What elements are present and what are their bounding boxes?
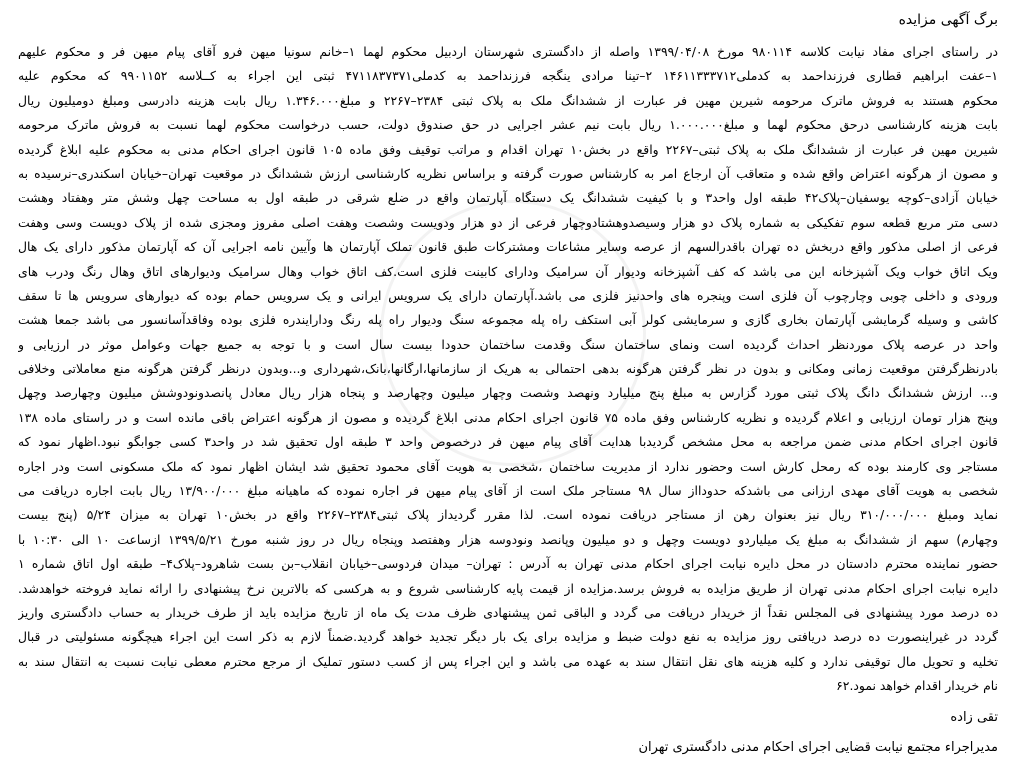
- notice-line: نماید ومبلغ ۳۱۰/۰۰۰/۰۰۰ ریال نیز بعنوان رهن از مستاجر دریافت نموده است. لذا مقرر گردیداز پلاک ثبتی۲۳۸۴–۲۲۶۷ واقع در بخش۱۰ تهران به میزان ۵/۲۴ (پنج بیست: [18, 507, 998, 523]
- notice-title: برگ آگهی مزایده: [898, 12, 998, 28]
- notice-line: شخصی به هویت آقای مهدی ارزانی می باشدکه حدودااز سال ۹۸ مستاجر ملک است از آقای پیام میهن فر اجاره نموده که ماهیانه مبلغ ۱۳/۹۰۰/۰۰۰ ریال بابت اجاره دریافت می: [18, 483, 998, 499]
- notice-line: مستاجر وی کارمند بوده که رمحل کارش است وحضور ندارد از مدیریت ساختمان ،شخصی به هویت آقای محمود تحقیق شد ایشان اظهار نمود که ملک مسکونی است ودر اجاره: [18, 458, 998, 474]
- notice-line: دایره نیابت اجرای احکام مدنی تهران از طریق مزایده به فروش برسد.مزایده از قیمت پایه کارشناسی شروع و به هرکسی که بالاترین نرخ پیشنهادی را ارائه نماید فروخته خواهدشد.: [18, 580, 998, 596]
- signer-name: تقی زاده: [950, 710, 998, 725]
- notice-line: بادرنظرگرفتن موقعیت زمانی ومکانی و بدون در نظر گرفتن هرگونه بدهی احتمالی به هریک از سازمانها،ارگانها،بانک،شهرداری و...وبدون درنظر گرفتن هرگونه منع معاملاتی وخلافی: [18, 361, 998, 377]
- notice-line: حضور نماینده محترم دادستان در محل دایره نیابت اجرای احکام مدنی تهران به آدرس : تهران– میدان فردوسی–خیابان انقلاب–بن بست شاهرود–پلاک۴– طبقه اول اتاق شماره ۱: [18, 556, 998, 572]
- notice-line: ده درصد مورد پیشنهادی فی المجلس نقداً از خریدار دریافت می گردد و الباقی ثمن پیشنهادی ظرف مدت یک ماه از تاریخ مزایده باید از طرف خریدار به حساب دادگستری واریز: [18, 604, 998, 620]
- notice-line: شیرین مهین فر عبارت از ششدانگ ملک به پلاک ثبتی–۲۲۶۷ واقع در بخش۱۰ تهران اقدام و مراتب توقیف وفق ماده ۱۰۵ قانون اجرای احکام مدنی به محکوم علیه ابلاغ گردیده: [18, 141, 998, 157]
- notice-line: بابت هزینه کارشناسی درحق محکوم لهما و مبلغ۱.۰۰۰.۰۰۰ ریال بابت نیم عشر اجرایی در حق صندوق دولت، حسب درخواست محکوم لهما نسبت به فروش ماترک مرحومه: [18, 117, 998, 133]
- notice-line: نام خریدار اقدام خواهد نمود.۶۲: [836, 678, 998, 694]
- notice-line: دسی متر مربع قطعه سوم تفکیکی به شماره پلاک دو هزار وسیصدوهشتادوچهار فرعی از دو هزار ودویست وشصت وهفت اصلی مفروز ومجزی شده از پلاک دویست وسی وهفت: [18, 214, 998, 230]
- notice-line: ۱–عفت ابراهیم قطاری فرزنداحمد به کدملی۱۴۶۱۱۳۳۳۷۱۲ ۲–تینا مرادی ینگجه فرزنداحمد به کدملی۴۷۱۱۸۳۷۳۷۱ ثبتی این اجراء به کــلاسه ۹۹۰۱۱۵۲ که محکوم علیه: [18, 68, 998, 84]
- notice-line: قانون اجرای احکام مدنی ضمن مراجعه به محل مشخص گردیدبا هدایت آقای پیام میهن فر درخصوص واحد ۳ طبقه اول تحقیق شد در واحد۳ کسی جوابگو نبود.اظهار نمود که: [18, 434, 998, 450]
- notice-line: تخلیه و تحویل مال توقیفی ندارد و کلیه هزینه های نقل انتقال سند به عهده می باشد و این اجراء پس از کسب دستور تملیک از مرجع محترم معطی نیابت نسبت به انتقال سند به: [18, 653, 998, 669]
- notice-line: فرعی از اصلی مذکور واقع دربخش ده تهران باقدرالسهم از عرصه وسایر مشاعات ومشترکات طبق قانون تملک آپارتمان ها وآیین نامه اجرایی آن که آپارتمان مذکور دارای یک هال: [18, 239, 998, 255]
- notice-line: گردد در غیراینصورت ده درصد دریافتی روز مزایده به نفع دولت ضبط و مزایده برای یک بار دیگر تجدید خواهد گردید.ضمناً لازم به ذکر است این اجراء هیچگونه مسئولیتی در قبال: [18, 629, 998, 645]
- notice-line: خیابان آزادی–کوچه یوسفیان–پلاک۴۲ طبقه اول واحد۳ و با کیفیت ششدانگ یک دستگاه آپارتمان واقع در ضلع شرقی در طبقه اول به مساحت چهل وشش متر وهفتاد وهشت: [18, 190, 998, 206]
- notice-body: [18, 40, 998, 699]
- notice-line: محکوم هستند به فروش ماترک مرحومه شیرین مهین فر عبارت از ششدانگ ملک به پلاک ثبتی ۲۳۸۴–۲۲۶۷ و مبلغ۱.۳۴۶.۰۰۰ ریال بابت هزینه دادرسی ومبلغ دومیلیون ریال: [18, 92, 998, 108]
- notice-line: کاشی و وسیله گرمایشی آپارتمان بخاری گازی و سرمایشی کولر آبی استکف راه پله مجموعه سنگ ودیوار راه پله رنگ ودارایندره فلزی بوده وفاقدآسانسور می باشد جمعا هشت: [18, 312, 998, 328]
- notice-line: واحد در عرصه پلاک موردنظر احداث گردیده است ونمای ساختمان سنگ وقدمت ساختمان حدودا بیست سال است و با توجه به جمیع جهات وعوامل موثر در ارزیابی و: [18, 336, 998, 352]
- notice-line: در راستای اجرای مفاد نیابت کلاسه ۹۸۰۱۱۴ مورخ ۱۳۹۹/۰۴/۰۸ واصله از دادگستری شهرستان اردبیل محکوم لهما ۱–خانم سونیا میهن فرو آقای پیام میهن فر و محکوم علیهم: [18, 44, 998, 59]
- notice-line: وچهارم) سهم از ششدانگ به مبلغ یک میلیاردو دویست وچهل و دو میلیون وپانصد ونودوسه هزار وهفتصد وپنجاه ریال در روز شنبه مورخ ۱۳۹۹/۵/۲۱ ازساعت ۱۰ الی ۱۰:۳۰ با: [18, 531, 998, 547]
- signer-office: مدیراجراء مجتمع نیابت قضایی اجرای احکام مدنی دادگستری تهران: [638, 740, 998, 755]
- notice-line: ورودی و داخلی چوبی وچارچوب آن فلزی است وپنجره های واحدنیز فلزی می باشد.آپارتمان دارای یک سرویس ایرانی و یک سرویس حمام بوده که دیوارهای سرویس ها تا سقف: [18, 287, 998, 303]
- notice-line: ویک اتاق خواب ویک آشپزخانه این می باشد که کف آشپزخانه ودیوار آن سرامیک ودارای کابینت فلزی است.کف اتاق خواب وهال سرامیک ودیوارهای اتاق وهال رنگ ودرب های: [18, 263, 998, 279]
- notice-line: و مصون از هرگونه اعتراض واقع شده و متعاقب آن ارجاع امر به کارشناس صورت گرفته و براساس نظریه کارشناسی ارزش ششدانگ در موقعیت تهران–خیابان اسکندری–نرسیده به: [18, 165, 998, 181]
- notice-line: و... ارزش ششدانگ دانگ پلاک ثبتی مورد گزارس به مبلغ پنج میلیارد ونهصد وشصت وچهار میلیون وچهارصد و پنجاه هزار ریال معادل پانصدونودوشش میلیون وچهارصد وچهل: [18, 385, 998, 401]
- notice-line: وپنج هزار تومان ارزیابی و اعلام گردیده و نظریه کارشناس وفق ماده ۷۵ قانون اجرای احکام مدنی ابلاغ گردیده و مصون از هرگونه اعتراض باقی مانده است و در راستای ماده ۱۳۸: [18, 409, 998, 425]
